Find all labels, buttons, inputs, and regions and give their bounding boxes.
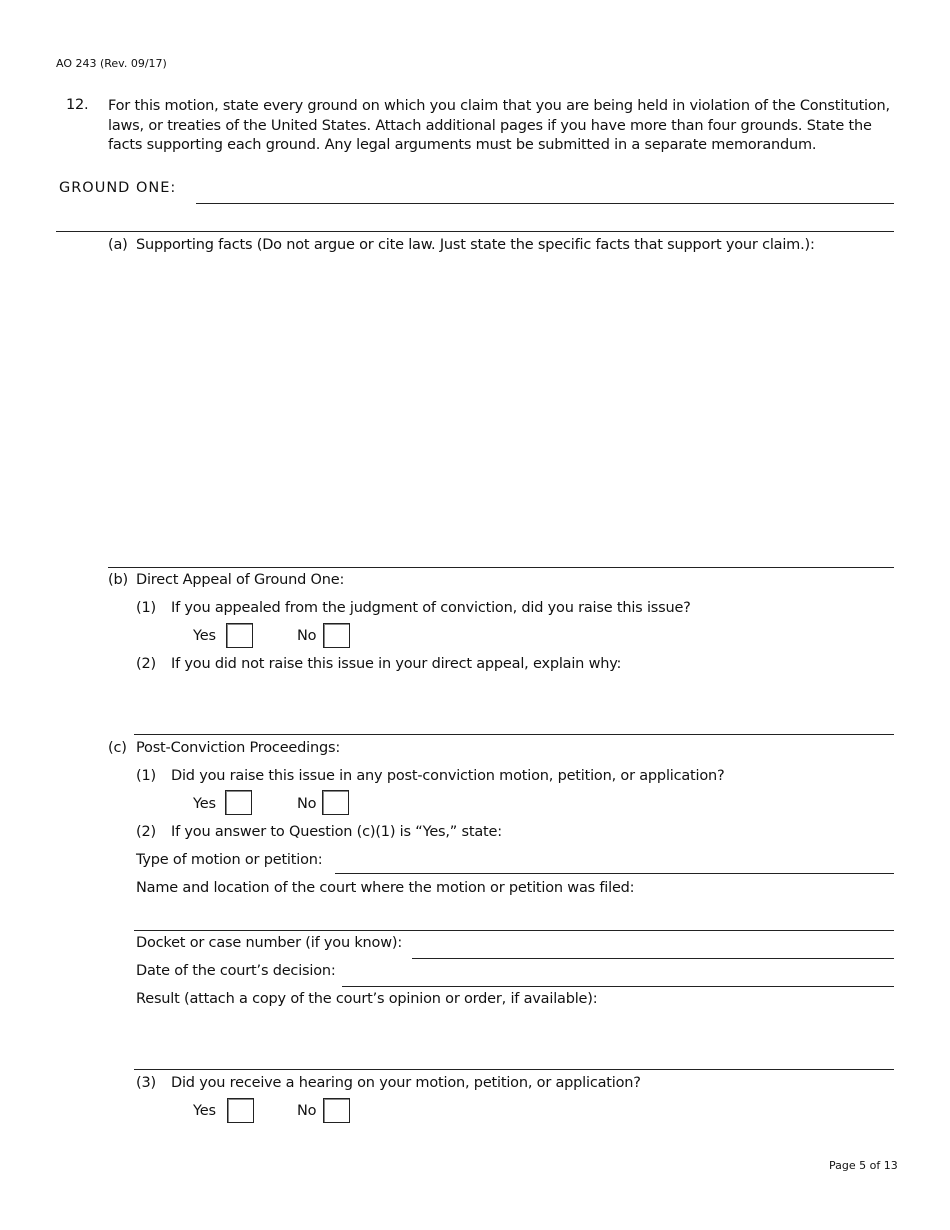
c1-marker: (1)	[136, 768, 156, 784]
c3-yes-checkbox[interactable]	[227, 1098, 254, 1123]
ground-one-line-2[interactable]	[196, 231, 894, 232]
decision-date-field[interactable]	[342, 986, 894, 987]
decision-date-label: Date of the court’s decision:	[136, 963, 336, 979]
supporting-facts-field[interactable]	[108, 258, 894, 566]
section-a-marker: (a)	[108, 237, 128, 253]
form-id: AO 243 (Rev. 09/17)	[56, 57, 167, 70]
b1-no-label: No	[297, 628, 317, 644]
type-of-motion-label: Type of motion or petition:	[136, 852, 323, 868]
b1-yes-label: Yes	[193, 628, 216, 644]
b2-question: If you did not raise this issue in your direct appeal, explain why:	[171, 656, 622, 672]
b2-marker: (2)	[136, 656, 156, 672]
supporting-facts-label: Supporting facts (Do not argue or cite law. Just state the specific facts that support your claim.):	[136, 237, 815, 253]
c1-question: Did you raise this issue in any post-conviction motion, petition, or application?	[171, 768, 725, 784]
c3-question: Did you receive a hearing on your motion, petition, or application?	[171, 1075, 641, 1091]
type-of-motion-field[interactable]	[335, 873, 894, 874]
ground-one-label: GROUND ONE:	[59, 180, 177, 196]
post-conviction-label: Post-Conviction Proceedings:	[136, 740, 341, 756]
c3-no-checkbox[interactable]	[323, 1098, 350, 1123]
c2-question: If you answer to Question (c)(1) is “Yes,” state:	[171, 824, 502, 840]
court-name-field[interactable]	[134, 930, 894, 931]
c2-marker: (2)	[136, 824, 156, 840]
b1-yes-checkbox[interactable]	[226, 623, 253, 648]
question-text: For this motion, state every ground on which you claim that you are being held in violation of the Constitution, laws, or treaties of the United States. Attach additional pages if you have more than four grounds. State the facts supporting each ground. Any legal arguments must be submitted in a separate memorandum.	[108, 98, 890, 153]
supporting-facts-bottom-line	[108, 567, 894, 568]
c1-no-label: No	[297, 796, 317, 812]
question-number: 12.	[66, 97, 89, 113]
docket-number-label: Docket or case number (if you know):	[136, 935, 402, 951]
result-field[interactable]	[134, 1069, 894, 1070]
c1-no-checkbox[interactable]	[322, 790, 349, 815]
c3-no-label: No	[297, 1103, 317, 1119]
b1-marker: (1)	[136, 600, 156, 616]
c1-yes-checkbox[interactable]	[225, 790, 252, 815]
c3-yes-label: Yes	[193, 1103, 216, 1119]
section-c-marker: (c)	[108, 740, 127, 756]
c1-yes-label: Yes	[193, 796, 216, 812]
b1-no-checkbox[interactable]	[323, 623, 350, 648]
ground-one-line-2-left	[56, 231, 196, 232]
result-label: Result (attach a copy of the court’s opinion or order, if available):	[136, 991, 598, 1007]
section-b-marker: (b)	[108, 572, 128, 588]
court-name-label: Name and location of the court where the motion or petition was filed:	[136, 880, 635, 896]
c3-marker: (3)	[136, 1075, 156, 1091]
page-number: Page 5 of 13	[829, 1159, 898, 1172]
docket-number-field[interactable]	[412, 958, 894, 959]
direct-appeal-label: Direct Appeal of Ground One:	[136, 572, 345, 588]
ground-one-line-1[interactable]	[196, 203, 894, 204]
b2-bottom-line	[134, 734, 894, 735]
b1-question: If you appealed from the judgment of conviction, did you raise this issue?	[171, 600, 691, 616]
b2-explain-field[interactable]	[134, 676, 894, 733]
